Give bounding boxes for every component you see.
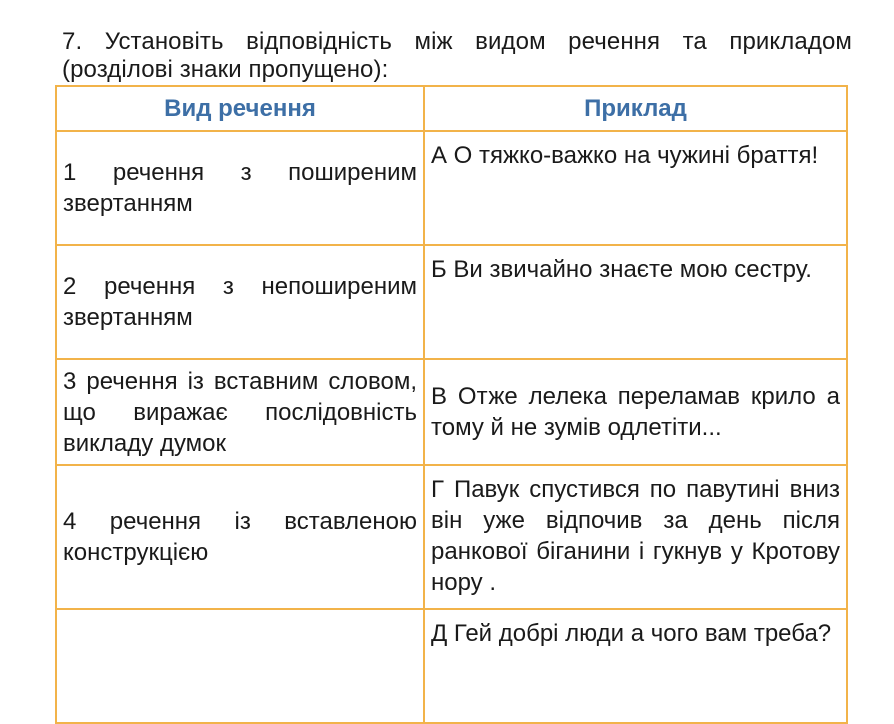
example-cell [424, 465, 847, 609]
matching-table [55, 85, 848, 724]
example-b: Б Ви звичайно знаєте мою сестру. [431, 256, 812, 283]
table-row [56, 359, 847, 465]
sentence-type-cell [56, 245, 424, 359]
example-h: Г Павук спустився по павутині вниз він уже відпочив за день після ранкової біганини і гукнув у Кротову нору . [431, 476, 840, 596]
sentence-type-4: 4 речення із вставленою конструкцією [63, 508, 417, 566]
example-d: Д Гей добрі люди а чого вам треба? [431, 620, 832, 647]
table-row [56, 131, 847, 245]
sentence-type-cell-empty [56, 609, 424, 723]
header-sentence-type: Вид речення [56, 86, 424, 131]
example-cell [424, 131, 847, 245]
table-header-row [56, 86, 847, 131]
sentence-type-3: 3 речення із вставним словом, що виражає послідовність викладу думок [63, 367, 417, 457]
question-text [62, 28, 852, 84]
example-cell [424, 245, 847, 359]
sentence-type-1: 1 речення з поширеним звертанням [63, 159, 417, 217]
table-row [56, 609, 847, 723]
question-line-2: (розділові знаки пропущено): [62, 56, 389, 83]
sentence-type-cell [56, 131, 424, 245]
sentence-type-cell [56, 465, 424, 609]
table-row [56, 245, 847, 359]
sentence-type-cell [56, 359, 424, 465]
example-v: В Отже лелека переламав крило а тому й не зумів одлетіти... [431, 383, 840, 441]
example-cell [424, 359, 847, 465]
header-example: Приклад [424, 86, 847, 131]
sentence-type-2: 2 речення з непоширеним звертанням [63, 273, 417, 331]
example-a: А О тяжко-важко на чужині браття! [431, 142, 819, 169]
table-row [56, 465, 847, 609]
example-cell [424, 609, 847, 723]
question-line-1: 7. Установіть відповідність між видом речення та прикладом [62, 28, 852, 55]
